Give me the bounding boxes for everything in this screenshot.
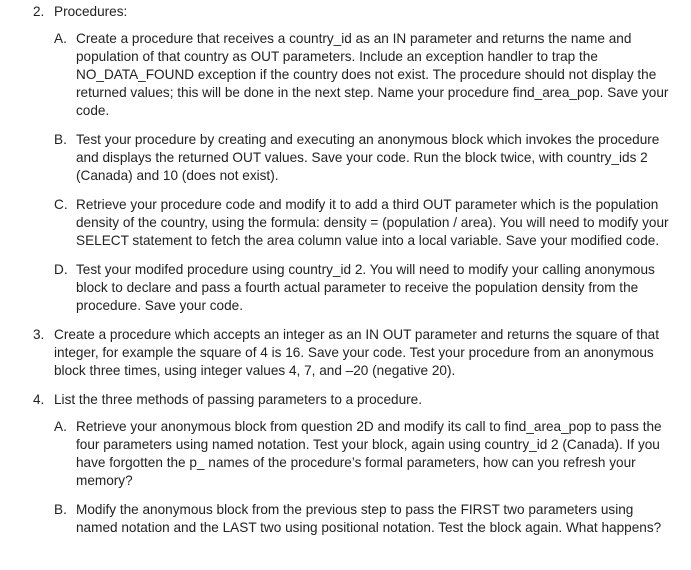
sub-item-letter: A. [54, 31, 67, 46]
sub-item-letter: B. [54, 132, 67, 147]
item-text: List the three methods of passing parameters to a procedure. [54, 392, 422, 407]
sub-item-text: Test your procedure by creating and executing an anonymous block which invokes the procedure and displays the returned OUT values. Save your code. Run the block twice, with country_ids 2 (Canada) and 10 (does not exist). [76, 132, 660, 183]
sub-item-2c [0, 196, 691, 250]
sub-item-text: Retrieve your procedure code and modify it to add a third OUT parameter which is the population density of the country, using the formula: density = (population / area). You will need to modify your SELECT statement to fetch the area column value into a local variable. Save your modified code. [76, 197, 669, 248]
item-number: 4. [33, 392, 45, 407]
item-number: 2. [33, 4, 45, 19]
sub-item-2a [0, 30, 691, 120]
sub-item-text: Test your modifed procedure using country_id 2. You will need to modify your calling anonymous block to declare and pass a fourth actual parameter to receive the population density from the procedure. Save your code. [76, 262, 655, 313]
list-item-3 [0, 326, 691, 380]
list-item-2 [0, 3, 691, 21]
item-number: 3. [33, 327, 45, 342]
sub-item-text: Modify the anonymous block from the previous step to pass the FIRST two parameters using named notation and the LAST two using positional notation. Test the block again. What happens? [76, 502, 662, 535]
item-text: Create a procedure which accepts an integer as an IN OUT parameter and returns the square of that integer, for example the square of 4 is 16. Save your code. Test your procedure from an anonymous block three times, using integer values 4, 7, and –20 (negative 20). [54, 327, 660, 378]
sub-item-4a [0, 418, 691, 490]
list-item-4 [0, 391, 691, 409]
sub-item-2d [0, 261, 691, 315]
sub-item-2b [0, 131, 691, 185]
sub-item-text: Retrieve your anonymous block from question 2D and modify its call to find_area_pop to pass the four parameters using named notation. Test your block, again using country_id 2 (Canada). If you have forgotten the p_ names of the procedure’s formal parameters, how can you refresh your memory? [76, 419, 662, 488]
sub-item-4b [0, 501, 691, 537]
item-text: Procedures: [54, 4, 128, 19]
sub-item-letter: A. [54, 419, 67, 434]
sub-item-letter: B. [54, 502, 67, 517]
sub-item-text: Create a procedure that receives a country_id as an IN parameter and returns the name and population of that country as OUT parameters. Include an exception handler to trap the NO_DATA_FOUND exception if the country does not exist. The procedure should not display the returned values; this will be done in the next step. Name your procedure find_area_pop. Save your code. [76, 31, 669, 118]
sub-item-letter: D. [54, 262, 68, 277]
sub-item-letter: C. [54, 197, 68, 212]
